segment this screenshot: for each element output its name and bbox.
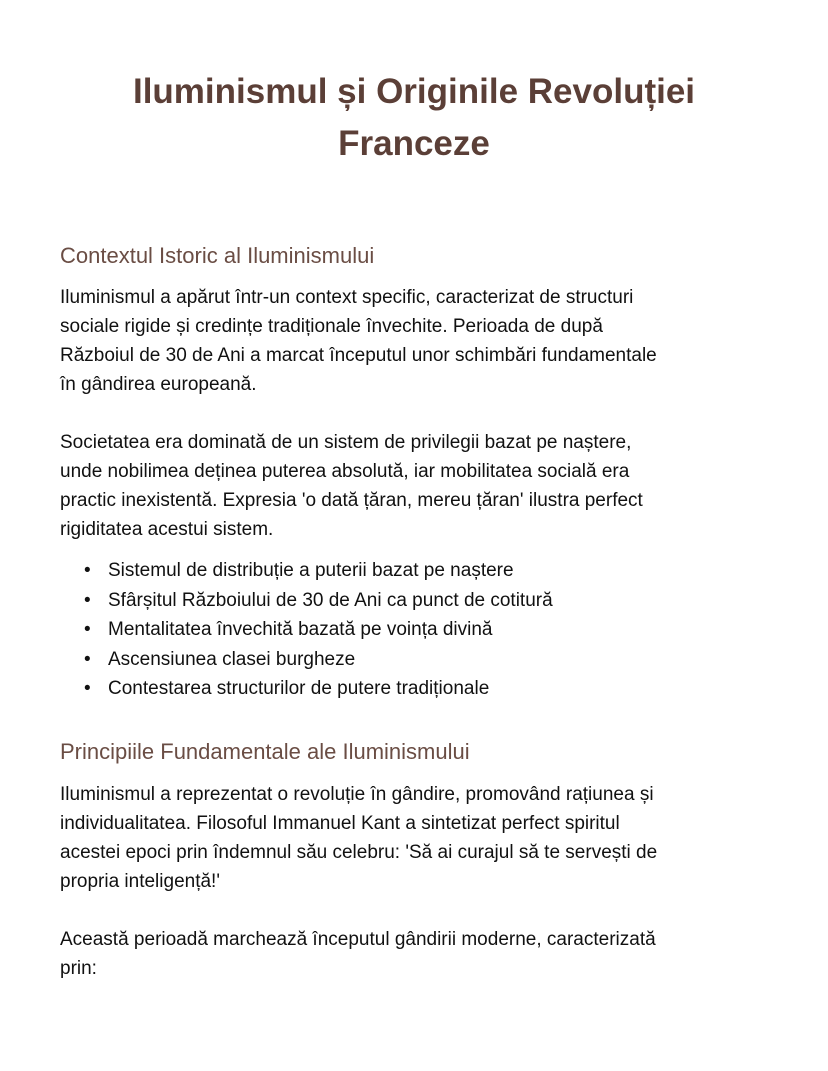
text-line: individualitatea. Filosoful Immanuel Kant a sintetizat perfect spiritul [60, 813, 620, 834]
section-heading-context: Contextul Istoric al Iluminismului [60, 243, 375, 268]
text-line: Războiul de 30 de Ani a marcat începutul unor schimbări fundamentale [60, 345, 657, 366]
text-line: Iluminismul a reprezentat o revoluție în gândire, promovând rațiunea și [60, 784, 654, 805]
title-line: Iluminismul și Originile Revoluției [132, 72, 696, 111]
text-line: acestei epoci prin îndemnul său celebru: 'Să ai curajul să te servești de [60, 842, 658, 863]
paragraph-principles [60, 780, 657, 896]
text-line: Societatea era dominată de un sistem de privilegii bazat pe naștere, [60, 432, 632, 453]
context-bullet-list [60, 556, 553, 704]
text-line: propria inteligență!' [60, 871, 220, 892]
text-line: practic inexistentă. Expresia 'o dată țăran, mereu țăran' ilustra perfect [60, 490, 643, 511]
list-item: • Sistemul de distribuție a puterii bazat pe naștere [60, 556, 553, 586]
paragraph-modern-thought [60, 925, 656, 983]
text-line: Iluminismul a apărut într-un context specific, caracterizat de structuri [60, 287, 634, 308]
list-item: • Mentalitatea învechită bazată pe voința divină [60, 615, 553, 645]
text-line: rigiditatea acestui sistem. [60, 519, 274, 540]
text-line: în gândirea europeană. [60, 374, 257, 395]
paragraph-society [60, 428, 643, 544]
text-line: Această perioadă marchează începutul gândirii moderne, caracterizată [60, 929, 656, 950]
list-item: • Contestarea structurilor de putere tradiționale [60, 674, 553, 704]
list-item: • Ascensiunea clasei burgheze [60, 645, 553, 675]
list-item: • Sfârșitul Războiului de 30 de Ani ca punct de cotitură [60, 586, 553, 616]
text-line: sociale rigide și credințe tradiționale învechite. Perioada de după [60, 316, 603, 337]
title-line: Franceze [338, 124, 490, 163]
text-line: prin: [60, 958, 97, 979]
paragraph-context-intro [60, 283, 657, 399]
page-title [0, 66, 828, 170]
section-heading-principles: Principiile Fundamentale ale Iluminismului [60, 739, 470, 764]
text-line: unde nobilimea deținea puterea absolută, iar mobilitatea socială era [60, 461, 630, 482]
